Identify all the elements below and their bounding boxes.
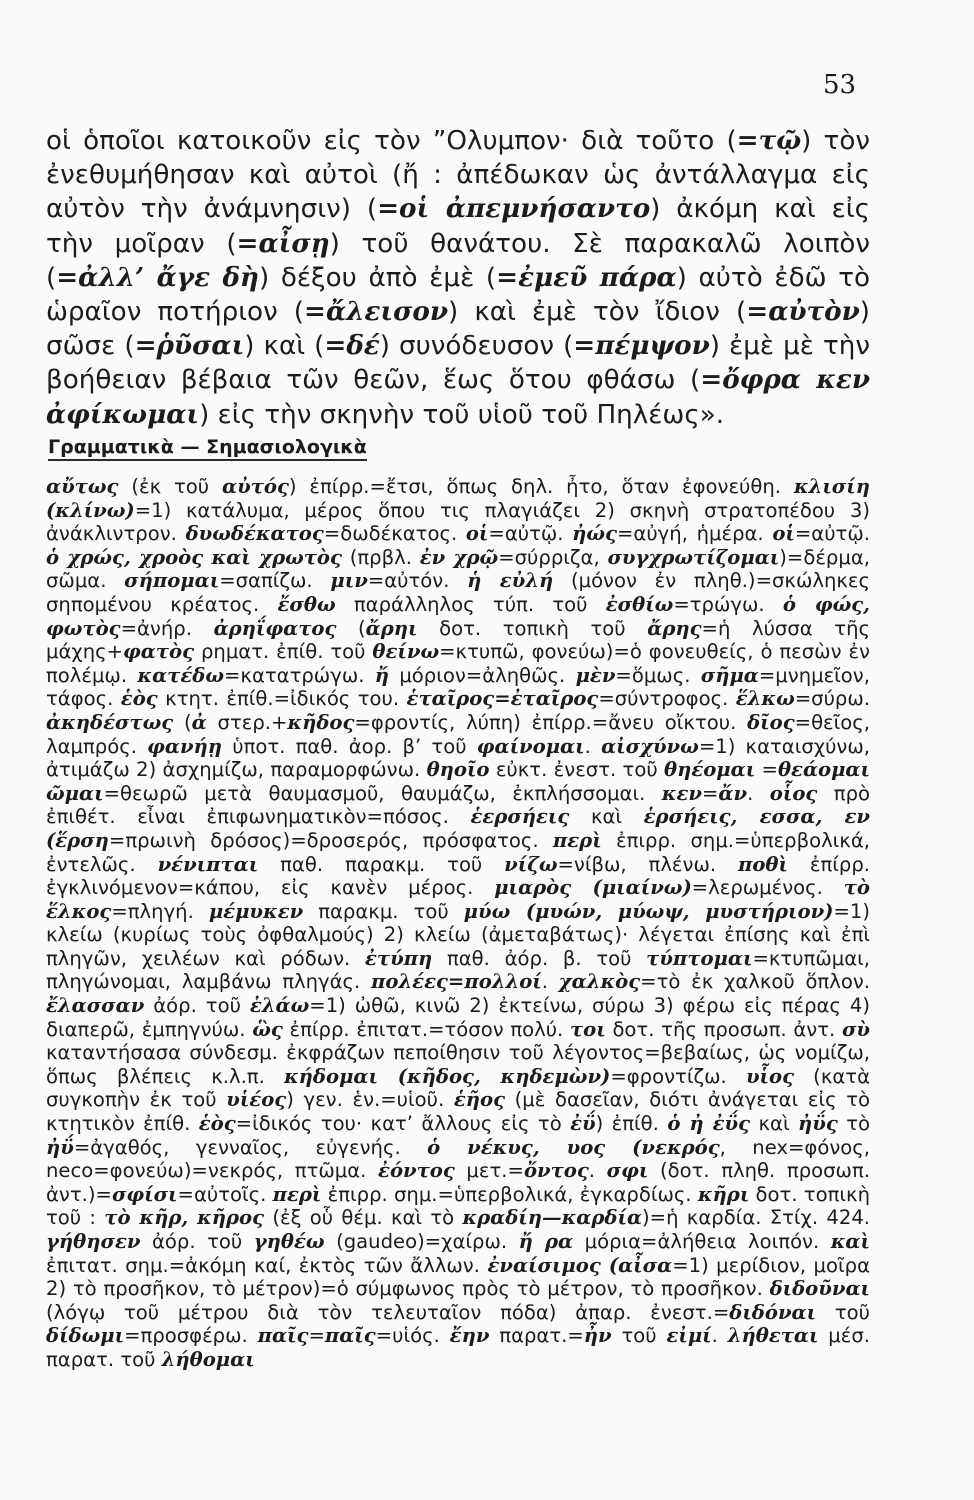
gloss-term: σήπομαι xyxy=(124,569,220,593)
gloss-definition: =1) κλείω (κυρίως τοὺς ὀφθαλμούς) 2) κλείω (ἀμεταβάτως)· λέγεται ἐπίσης καὶ ἐπὶ πληγῶν, χειλέων καὶ ρόδων. xyxy=(46,899,870,970)
gloss-term: λήθομαι xyxy=(161,1347,255,1371)
gloss-term: συγχρωτίζομαι xyxy=(607,545,780,569)
gloss-term: σφίσι xyxy=(111,1182,178,1206)
greek-term: =ἀλλ’ ἄγε δὴ xyxy=(56,261,259,293)
gloss-definition: = xyxy=(701,781,719,805)
gloss-definition: = xyxy=(755,758,778,782)
gloss-term: θηέομαι xyxy=(664,758,756,782)
greek-term: =ῥῦσαι xyxy=(134,330,245,362)
gloss-term: ἐναίσιμος (αἶσα xyxy=(487,1253,673,1277)
gloss-term: ἄρηι xyxy=(365,616,418,640)
gloss-definition: =φροντίζω. xyxy=(610,1064,746,1088)
gloss-term: μὲν xyxy=(575,663,616,687)
greek-term: =οἱ ἀπεμνήσαντο xyxy=(377,193,651,225)
gloss-definition: =1) κατάλυμα, μέρος ὅπου τις πλαγιάζει 2) σκηνὴ στρατοπέδου 3) ἀνάκλιντρον. xyxy=(46,498,870,546)
gloss-term: νίζω xyxy=(504,852,558,876)
gloss-definition: ἐπιτατ. σημ.=ἀκόμη καί, ἐκτὸς τῶν ἄλλων. xyxy=(46,1253,488,1277)
gloss-definition: ἀόρ. τοῦ xyxy=(144,994,250,1018)
body-segment: ) καὶ ἐμὲ τὸν ἴδιον ( xyxy=(448,297,747,328)
body-segment: ) καὶ ( xyxy=(244,331,325,362)
gloss-term: ἐν χρῷ xyxy=(419,545,499,569)
greek-term: =αὐτὸν xyxy=(746,296,860,328)
gloss-definition: (μόνον ἐν πληθ.)=σκώληκες σηπομένου κρέατος. xyxy=(46,569,871,616)
gloss-definition: δοτ. τοπικὴ τοῦ xyxy=(417,616,648,640)
gloss-definition: ἐπίρρ. ἐπιτατ.=τόσον πολύ. xyxy=(282,1017,570,1041)
gloss-definition: , nex=φόνος, neco=φονεύω)=νεκρός, πτῶμα. xyxy=(46,1135,870,1183)
gloss-term: ἄν xyxy=(718,781,748,805)
gloss-term: φανήῃ xyxy=(147,734,223,758)
greek-term: =αἶσῃ xyxy=(236,227,330,259)
gloss-definition: =κατατρώγω. xyxy=(223,663,375,687)
gloss-term: λήθεται xyxy=(727,1324,819,1348)
gloss-definition: ) ἐπίθ. xyxy=(595,1112,668,1136)
gloss-definition: =φροντίς, λύπη) ἐπίρρ.=ἄνευ οἴκτου. xyxy=(354,710,748,734)
gloss-term: ἠώς xyxy=(572,522,618,546)
gloss-term: ἔσθω xyxy=(277,592,336,616)
gloss-term: θείνω xyxy=(372,640,440,664)
gloss-term: ἠΰ xyxy=(46,1135,74,1159)
body-segment: ) δέξου ἀπὸ ἐμὲ ( xyxy=(258,262,497,293)
gloss-definition: =μνημεῖον, τάφος. xyxy=(46,663,870,711)
gloss-definition: ἀόρ. τοῦ xyxy=(140,1230,254,1253)
gloss-definition: =σύντροφος. xyxy=(598,687,736,711)
gloss-definition: παρατ.= xyxy=(489,1324,584,1348)
gloss-term: ἐλάω xyxy=(249,994,310,1018)
gloss-definition: =1) ὠθῶ, κινῶ 2) ἐκτείνω, σύρω 3) φέρω εἰς πέρας 4) διαπερῶ, ἐμπηγνύω. xyxy=(46,994,870,1041)
gloss-definition: =νίβω, πλένω. xyxy=(557,852,739,876)
gloss-definition: =θεωρῶ μετὰ θαυμασμοῦ, θαυμάζω, ἐκπλήσσομαι. xyxy=(103,781,662,805)
gloss-term: ἠΰς xyxy=(798,1112,838,1136)
gloss-term: ἔλασσαν xyxy=(46,994,145,1018)
gloss-term: σὺ xyxy=(841,1017,870,1041)
gloss-definition: =πληγή. xyxy=(111,899,209,923)
gloss-definition: ἐπιρρ. σημ.=ὑπερβολικά, ἐντελῶς. xyxy=(46,828,870,876)
glossary-notes xyxy=(46,475,870,1372)
gloss-term: κεν xyxy=(661,781,702,805)
gloss-definition: =1) μερίδιον, μοῖρα 2) τὸ προσῆκον, τὸ μέτρον)=ὁ σύμφωνος πρὸς τὸ μέτρον, τὸ προσῆκον. xyxy=(46,1253,870,1301)
gloss-term: ὣς xyxy=(252,1017,283,1041)
gloss-definition: παράλληλος τύπ. τοῦ xyxy=(335,592,606,616)
gloss-term: ὁ ἠ ἐΰς xyxy=(667,1112,751,1136)
page-number: 53 xyxy=(823,70,857,100)
gloss-definition: (μὲ δασεῖαν, διότι ἀνάγεται εἰς τὸ κτητικὸν ἐπίθ. xyxy=(46,1088,870,1136)
gloss-definition: μόριον=ἀληθῶς. xyxy=(389,663,576,687)
gloss-term: κατέδω xyxy=(137,663,224,687)
gloss-term: κήδομαι (κῆδος, κηδεμὼν) xyxy=(284,1064,611,1088)
gloss-definition: ὑποτ. παθ. ἀορ. β’ τοῦ xyxy=(222,734,477,758)
gloss-definition: =προσφέρω. xyxy=(124,1324,258,1348)
gloss-term: ἑταῖρος=ἐταῖρος xyxy=(406,687,599,711)
gloss-term: ἦν xyxy=(583,1324,612,1348)
gloss-definition: παθ. ἀόρ. β. τοῦ xyxy=(432,946,647,970)
gloss-definition: . xyxy=(541,970,559,994)
gloss-definition: =σύρω. xyxy=(794,687,870,711)
gloss-definition: (ἐξ οὗ θέμ. καὶ τὸ xyxy=(264,1206,463,1230)
gloss-term: ἄρης xyxy=(647,616,702,640)
gloss-term: ὁ χρώς, χροὸς καὶ χρωτὸς xyxy=(46,545,342,569)
gloss-term: μέμυκεν xyxy=(208,899,304,923)
gloss-definition: =κτυπῶ, φονεύω)=ὁ φονευθείς, ὁ πεσὼν ἐν πολέμῳ. xyxy=(46,640,871,687)
gloss-definition: ( xyxy=(336,616,366,640)
gloss-definition: μέσ. παρατ. τοῦ xyxy=(46,1324,870,1371)
gloss-term: ἑερσήεις xyxy=(470,805,570,829)
gloss-definition: . xyxy=(584,734,602,758)
gloss-term: γήθησεν xyxy=(46,1230,141,1253)
gloss-definition: =αὐτῷ. xyxy=(794,522,870,546)
gloss-definition: =υἱός. xyxy=(375,1324,450,1348)
gloss-definition: . xyxy=(588,1159,607,1183)
gloss-definition: εὐκτ. ἐνεστ. τοῦ xyxy=(489,758,665,782)
gloss-definition: κτητ. ἐπίθ.=ἰδικός του. xyxy=(157,687,407,711)
body-segment: ) ἐμὲ μὲ τὴν βοήθειαν βέβαια τῶν θεῶν, ἕως ὅτου φθάσω ( xyxy=(46,331,871,396)
gloss-term: αἰσχύνω xyxy=(601,734,699,758)
gloss-term: νένιπται xyxy=(157,852,259,876)
gloss-definition: (ἐκ τοῦ xyxy=(118,475,223,498)
gloss-definition: . xyxy=(747,781,770,805)
gloss-definition: ρηματ. ἐπίθ. τοῦ xyxy=(194,640,373,664)
greek-term: =τῷ xyxy=(736,125,802,156)
gloss-definition: καὶ xyxy=(750,1112,798,1136)
gloss-definition: ) ἐπίρρ.=ἔτσι, ὅπως δηλ. ἦτο, ὅταν ἐφονεύθη. xyxy=(288,475,794,498)
gloss-term: ὁ νέκυς, υος (νεκρός xyxy=(427,1135,720,1159)
gloss-definition: =κτυπῶμαι, πληγώνομαι, λαμβάνω πληγάς. xyxy=(46,946,870,994)
gloss-term: υἷος xyxy=(745,1064,795,1088)
gloss-definition: στερ.+ xyxy=(206,710,288,734)
gloss-definition: (δοτ. πληθ. προσωπ. ἀντ.)= xyxy=(46,1159,870,1206)
gloss-term: μιαρὸς (μιαίνω) xyxy=(494,876,692,900)
gloss-term: κῆρι xyxy=(697,1182,750,1206)
gloss-term: μύω (μυών, μύωψ, μυστήριον) xyxy=(463,899,834,923)
gloss-definition: δοτ. τῆς προσωπ. ἀντ. xyxy=(605,1017,842,1041)
gloss-term: ἡ εὐλή xyxy=(467,569,554,593)
gloss-term: ἔην xyxy=(449,1324,490,1348)
gloss-definition: =τρώγω. xyxy=(673,592,783,616)
gloss-term: δῖος xyxy=(747,710,795,734)
gloss-term: πολέες=πολλοί xyxy=(371,970,542,994)
gloss-definition: =ἡ λύσσα τῆς μάχης+ xyxy=(46,616,871,664)
gloss-definition: τὸ xyxy=(837,1112,870,1136)
gloss-definition: . xyxy=(711,1324,728,1348)
gloss-definition: καταντήσασα σύνδεσμ. ἐκφράζων πεποίθησιν τοῦ λέγοντος=βεβαίως, ὡς νομίζω, ὅπως βλέπεις κ.λ.π. xyxy=(46,1041,870,1088)
gloss-term: γηθέω xyxy=(253,1230,325,1253)
gloss-definition: =αὐτοῖς. xyxy=(177,1182,273,1206)
greek-term: =ὄφρα κεν ἀφίκωμαι xyxy=(46,364,870,430)
greek-term: =δέ xyxy=(324,330,380,362)
gloss-definition: =λερωμένος. xyxy=(691,876,844,900)
gloss-definition: ( xyxy=(173,710,192,734)
gloss-term: φατὸς xyxy=(123,640,195,664)
gloss-term: υἱέος xyxy=(226,1088,287,1112)
gloss-definition: =αὐτόν. xyxy=(367,569,468,593)
gloss-definition: =αὐτῷ. xyxy=(488,522,573,546)
gloss-term: δίδωμι xyxy=(46,1324,125,1348)
gloss-term: θεάομαι ῶμαι xyxy=(46,758,870,805)
gloss-term: ἑῆος xyxy=(453,1088,505,1112)
gloss-term: ὁ φώς, φωτὸς xyxy=(46,592,870,640)
greek-term: =ἄλεισον xyxy=(304,296,449,328)
greek-term: =πέμψον xyxy=(573,330,710,362)
gloss-term: ἕλκω xyxy=(735,687,795,711)
gloss-definition: καὶ xyxy=(569,805,644,829)
gloss-term: καὶ xyxy=(830,1230,870,1253)
gloss-term: ἤ xyxy=(374,663,390,687)
gloss-term: ὄντος xyxy=(523,1159,589,1183)
gloss-term: ἑρσήεις, εσσα, εν (ἕρση xyxy=(46,805,871,852)
greek-term: =ἐμεῦ πάρα xyxy=(496,261,677,293)
gloss-term: εἰμί xyxy=(666,1324,712,1348)
gloss-definition: (gaudeo)=χαίρω. xyxy=(324,1230,519,1253)
gloss-definition: πρὸ ἐπιθέτ. εἶναι ἐπιφωνηματικὸν=πόσος. xyxy=(46,781,870,829)
gloss-definition: =σαπίζω. xyxy=(219,569,331,593)
gloss-definition: (λόγῳ τοῦ μέτρου διὰ τὸν τελευταῖον πόδα) ἀπαρ. ἐνεστ.= xyxy=(46,1300,730,1324)
gloss-term: ἀκηδέστως xyxy=(46,710,174,734)
gloss-definition: =σύρριζα, xyxy=(498,545,608,569)
gloss-definition: =ἰδικός του· κατ’ ἄλλους εἰς τὸ xyxy=(235,1112,571,1136)
gloss-term: ἐόντος xyxy=(378,1159,455,1183)
body-segment: ) συνόδευσον ( xyxy=(379,331,574,362)
gloss-term: παῖς xyxy=(324,1324,376,1348)
gloss-term: αὐτός xyxy=(222,475,289,498)
gloss-definition: )=ἡ καρδία. Στίχ. 424. xyxy=(642,1206,871,1230)
gloss-term: διδόναι xyxy=(729,1300,817,1324)
gloss-definition: ) γεν. ἑν.=υἱοῦ. xyxy=(286,1088,454,1112)
gloss-term: ἑὸς xyxy=(198,1112,236,1136)
gloss-definition: =αὐγή, ἡμέρα. xyxy=(617,522,773,546)
gloss-definition: τοῦ xyxy=(816,1300,870,1324)
gloss-term: κλισίη (κλίνω) xyxy=(46,475,870,522)
gloss-term: ἀρηΐφατος xyxy=(213,616,337,640)
gloss-definition: ἐπιρρ. σημ.=ὑπερβολικά, ἐγκαρδίως. xyxy=(321,1182,698,1206)
gloss-term: περὶ xyxy=(552,828,602,852)
gloss-term: κῆδος xyxy=(287,710,355,734)
gloss-term: ἐΰ xyxy=(570,1112,596,1136)
gloss-definition: μετ.= xyxy=(454,1159,524,1183)
translation-paragraph xyxy=(46,124,870,432)
body-segment: οἱ ὁποῖοι κατοικοῦν εἰς τὸν ”Ολυμπον· διὰ τοῦτο ( xyxy=(46,126,737,156)
body-segment: ) τὸν ἐνεθυμήθησαν καὶ αὐτοὶ (ἤ : ἀπέδωκαν ὡς ἀντάλλαγμα εἰς αὐτὸν τὴν ἀνάμνησιν) ( xyxy=(46,126,870,225)
gloss-definition: τοῦ xyxy=(611,1324,667,1348)
gloss-definition: δοτ. τοπικὴ τοῦ : xyxy=(46,1182,870,1230)
gloss-term: δυωδέκατος xyxy=(185,522,324,546)
gloss-term: θηοῖο xyxy=(426,758,490,782)
gloss-term: σφι xyxy=(606,1159,649,1183)
gloss-definition: =ἀγαθός, γενναῖος, εὐγενής. xyxy=(73,1135,428,1159)
body-segment: ) τοῦ θανάτου. Σὲ παρακαλῶ λοιπὸν ( xyxy=(46,228,870,293)
gloss-term: κραδίη—καρδία xyxy=(462,1206,643,1230)
body-segment: ) εἰς τὴν σκηνὴν τοῦ υἱοῦ τοῦ Πηλέως». xyxy=(199,399,725,430)
gloss-term: τοι xyxy=(570,1017,606,1041)
gloss-term: ἐσθίω xyxy=(605,592,674,616)
gloss-definition: παθ. παρακμ. τοῦ xyxy=(258,852,505,876)
gloss-term: διδοῦναι xyxy=(769,1277,870,1301)
gloss-term: ἤ ρα xyxy=(518,1230,574,1253)
gloss-definition: =θεῖος, λαμπρός. xyxy=(46,710,870,758)
gloss-term: χαλκὸς xyxy=(558,970,641,994)
gloss-definition: )=δέρμα, σῶμα. xyxy=(46,545,870,593)
gloss-term: τύπτομαι xyxy=(646,946,753,970)
gloss-term: σῆμα xyxy=(700,663,759,687)
gloss-term: φαίνομαι xyxy=(476,734,585,758)
gloss-term: οἱ xyxy=(465,522,489,546)
gloss-definition: = xyxy=(308,1324,325,1348)
gloss-definition: =ἀνήρ. xyxy=(120,616,214,640)
gloss-term: οἱ xyxy=(772,522,795,546)
gloss-term: αὔτως xyxy=(46,475,119,498)
body-segment: ) σῶσε ( xyxy=(46,297,870,362)
section-heading: Γραμματικὰ — Σημασιολογικὰ xyxy=(48,436,367,461)
gloss-definition: παρακμ. τοῦ xyxy=(303,899,464,923)
gloss-definition: =πρωινὴ δρόσος)=δροσερός, πρόσφατος. xyxy=(108,828,553,852)
gloss-term: ἑὸς xyxy=(120,687,158,711)
gloss-definition: μόρια=ἀλήθεια λοιπόν. xyxy=(573,1230,831,1253)
gloss-term: τὸ ἕλκος xyxy=(46,876,870,923)
gloss-definition: ἐπίρρ. ἐγκλινόμενον=κάπου, εἰς κανὲν μέρος. xyxy=(46,852,870,900)
gloss-term: οἷος xyxy=(769,781,818,805)
gloss-term: τὸ κῆρ, κῆρος xyxy=(104,1206,265,1230)
gloss-term: περὶ xyxy=(272,1182,322,1206)
gloss-definition: =δωδέκατος. xyxy=(323,522,466,546)
gloss-term: ἐτύπη xyxy=(364,946,433,970)
gloss-definition: (πρβλ. xyxy=(341,545,420,569)
body-segment: ) αὐτὸ ἐδῶ τὸ ὡραῖον ποτήριον ( xyxy=(46,262,870,328)
gloss-definition: =τὸ ἐκ χαλκοῦ ὅπλον. xyxy=(640,970,870,994)
gloss-definition: =ὅμως. xyxy=(615,663,701,687)
body-segment: ) ἀκόμη καὶ εἰς τὴν μοῖραν ( xyxy=(46,194,870,259)
gloss-term: ποθὶ xyxy=(738,852,788,876)
gloss-term: παῖς xyxy=(257,1324,309,1348)
gloss-definition: =1) καταισχύνω, ἀτιμάζω 2) ἀσχημίζω, παραμορφώνω. xyxy=(46,734,871,782)
gloss-term: ἀ xyxy=(191,710,207,734)
gloss-definition: (κατὰ συγκοπὴν ἐκ τοῦ xyxy=(46,1064,870,1112)
gloss-term: μιν xyxy=(330,569,368,593)
